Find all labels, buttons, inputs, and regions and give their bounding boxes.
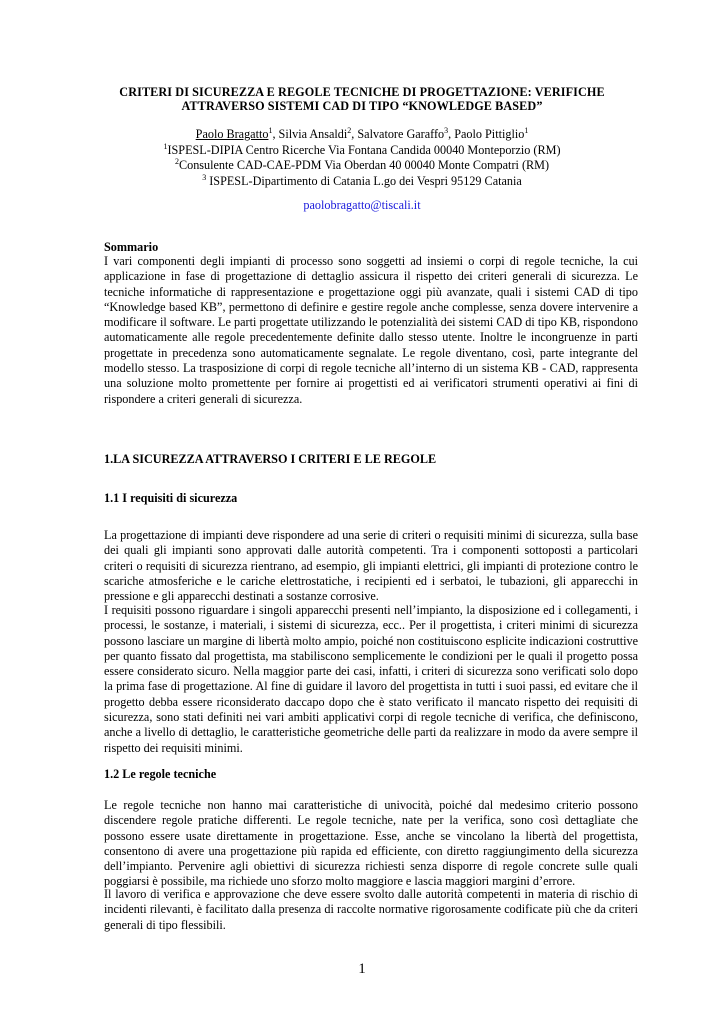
author-name: Paolo Bragatto <box>195 127 269 141</box>
title-line-2: ATTRAVERSO SISTEMI CAD DI TIPO “KNOWLEDGE BASED” <box>181 99 543 113</box>
sommario-heading: Sommario <box>104 240 159 254</box>
affiliation-text: ISPESL-Dipartimento di Catania L.go dei Vespri 95129 Catania <box>206 173 522 188</box>
section-1-heading: 1.LA SICUREZZA ATTRAVERSO I CRITERI E LE REGOLE <box>104 452 437 466</box>
affiliation-marker: 2 <box>174 156 179 166</box>
section-1-2-heading: 1.2 Le regole tecniche <box>104 767 217 781</box>
affiliation-text: Consulente CAD-CAE-PDM Via Oberdan 40 00040 Monte Compatri (RM) <box>178 158 550 172</box>
affiliation-text: ISPESL-DIPIA Centro Ricerche Via Fontana Candida 00040 Monteporzio (RM) <box>167 142 561 157</box>
author-name: , Salvatore Garaffo <box>351 127 445 141</box>
affiliation-marker: 1 <box>524 125 529 135</box>
affiliation-marker: 1 <box>268 125 273 135</box>
affiliation-2 <box>90 158 634 174</box>
author-name: , Silvia Ansaldi <box>272 127 348 141</box>
title-line-1: CRITERI DI SICUREZZA E REGOLE TECNICHE DI PROGETTAZIONE: VERIFICHE <box>119 85 605 99</box>
section-1-1-heading: 1.1 I requisiti di sicurezza <box>104 491 238 505</box>
affiliation-marker: 3 <box>444 125 449 135</box>
section-1-2-paragraph-2: Il lavoro di verifica e approvazione che deve essere svolto dalle autorità competenti in materia di rischio di incidenti rilevanti, è facilitato dalla presenza di raccolte normative rigorosamente codificate più che da criteri generali di tipo flessibili. <box>104 887 638 932</box>
author-list <box>90 127 634 143</box>
paper-title <box>90 85 634 113</box>
section-1-1-paragraph-1: La progettazione di impianti deve rispondere ad una serie di criteri o requisiti minimi di sicurezza, sulla base dei quali gli impianti sono approvati dalle autorità competenti. Tra i componenti sottoposti a particolari criteri o requisiti di sicurezza rientrano, ad esempio, gli impianti elettrici, gli impianti di protezione contro le scariche atmosferiche e le cariche elettrostatiche, i recipienti ed i serbatoi, le tubazioni, gli apparecchi in pressione e gli apparecchi destinati a sostanze corrosive. <box>104 528 638 604</box>
author-block <box>90 127 634 189</box>
affiliation-3 <box>90 174 634 190</box>
author-email-link[interactable]: paolobragatto@tiscali.it <box>303 198 421 212</box>
affiliation-marker: 1 <box>163 141 168 151</box>
author-name: , Paolo Pittiglio <box>448 127 525 141</box>
section-1-2-paragraph-1: Le regole tecniche non hanno mai caratteristiche di univocità, poiché dal medesimo criterio possono discendere regole pratiche differenti. Le regole tecniche, nate per la verifica, sono così dettagliate che possono essere usate direttamente in progettazione. Esse, anche se vincolano la libertà del progettista, consentono di avere una progettazione più rapida ed efficiente, con diretto raggiungimento della sicurezza dell’impianto. Pervenire agli obiettivi di sicurezza richiesti senza disporre di regole concrete sulle quali poggiarsi è possibile, ma richiede uno sforzo molto maggiore e lascia maggiori margini d’errore. <box>104 798 638 889</box>
affiliation-marker: 3 <box>202 172 207 182</box>
affiliation-marker: 2 <box>347 125 352 135</box>
sommario-text: I vari componenti degli impianti di processo sono soggetti ad insiemi o corpi di regole tecniche, la cui applicazione in fase di progettazione di dettaglio assicura il rispetto dei criteri generali di sicurezza. Le tecniche informatiche di rappresentazione e progettazione oggi più avanzate, quali i sistemi CAD di tipo “Knowledge based KB”, permettono di definire e gestire regole anche complesse, senza dovere intervenire a modificare il software. Le parti progettate utilizzando le potenzialità dei sistemi CAD di tipo KB, rispondono automaticamente alle regole precedentemente definite dallo stesso utente. Inoltre le incongruenze in parti progettate in precedenza sono automaticamente segnalate. Le regole diventano, così, parte integrante del modello stesso. La trasposizione di corpi di regole tecniche all’interno di un sistema KB - CAD, rappresenta una soluzione molto promettente per fornire ai progettisti ed ai verificatori strumenti operativi ai fini di rispondere a criteri generali di sicurezza. <box>104 254 638 406</box>
affiliation-1 <box>90 143 634 159</box>
section-1-1-paragraph-2: I requisiti possono riguardare i singoli apparecchi presenti nell’impianto, la disposizione ed i collegamenti, i processi, le sostanze, i materiali, i sistemi di sicurezza, ecc.. Per il progettista, i criteri minimi di sicurezza possono lasciare un margine di libertà molto ampio, poiché non costituiscono esplicite indicazioni costruttive per quanto fissato dal progettista, ma stabiliscono semplicemente le condizioni per le quali il progetto possa essere considerato sicuro. Nella maggior parte dei casi, infatti, i criteri di sicurezza sono verificati solo dopo la prima fase di progettazione. Al fine di guidare il lavoro del progettista in tutti i suoi passi, ed evitare che il progetto debba essere riconsiderato daccapo dopo che è stato verificato il mancato rispetto dei requisiti di sicurezza, sono stati definiti nei vari ambiti applicativi corpi di regole tecniche di verifica, che definiscono, anche a livello di dettaglio, le caratteristiche geometriche delle parti da realizzare in modo da avere sempre il rispetto dei requisiti minimi. <box>104 603 638 755</box>
page-number: 1 <box>358 961 366 977</box>
